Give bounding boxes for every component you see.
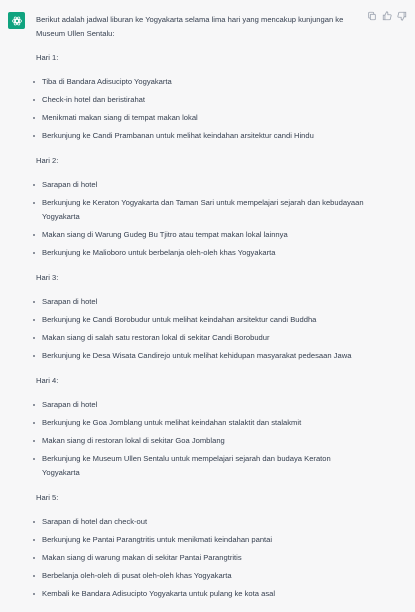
- list-item: Berkunjung ke Desa Wisata Candirejo untuk melihat kehidupan masyarakat pedesaan Jawa: [36, 349, 366, 363]
- assistant-avatar: [8, 12, 25, 29]
- list-item: Sarapan di hotel: [36, 295, 366, 309]
- thumbs-up-icon: [382, 11, 392, 21]
- list-item: Sarapan di hotel dan check-out: [36, 515, 366, 529]
- list-item: Tiba di Bandara Adisucipto Yogyakarta: [36, 75, 366, 89]
- day-items: [36, 178, 366, 260]
- day-section: [36, 374, 366, 480]
- thumbs-up-button[interactable]: [382, 11, 392, 21]
- list-item: Makan siang di restoran lokal di sekitar Goa Jomblang: [36, 434, 366, 448]
- day-items: [36, 398, 366, 480]
- list-item: Berkunjung ke Candi Borobudur untuk melihat keindahan arsitektur candi Buddha: [36, 313, 366, 327]
- day-section: [36, 51, 366, 143]
- day-title: Hari 4:: [36, 376, 59, 385]
- day-items: [36, 295, 366, 363]
- list-item: Sarapan di hotel: [36, 178, 366, 192]
- message-content: [36, 13, 366, 612]
- day-title: Hari 3:: [36, 273, 59, 282]
- list-item: Sarapan di hotel: [36, 398, 366, 412]
- day-title: Hari 5:: [36, 493, 59, 502]
- list-item: Berkunjung ke Museum Ullen Sentalu untuk mempelajari sejarah dan budaya Keraton Yogyakarta: [36, 452, 366, 480]
- day-items: [36, 515, 366, 601]
- day-title: Hari 2:: [36, 156, 59, 165]
- list-item: Makan siang di Warung Gudeg Bu Tjitro atau tempat makan lokal lainnya: [36, 228, 366, 242]
- list-item: Berkunjung ke Pantai Parangtritis untuk menikmati keindahan pantai: [36, 533, 366, 547]
- day-section: [36, 271, 366, 363]
- list-item: Makan siang di warung makan di sekitar Pantai Parangtritis: [36, 551, 366, 565]
- list-item: Check-in hotel dan beristirahat: [36, 93, 366, 107]
- message-actions: [367, 11, 407, 21]
- list-item: Berkunjung ke Malioboro untuk berbelanja oleh-oleh khas Yogyakarta: [36, 246, 366, 260]
- list-item: Berbelanja oleh-oleh di pusat oleh-oleh khas Yogyakarta: [36, 569, 366, 583]
- intro-text: Berikut adalah jadwal liburan ke Yogyakarta selama lima hari yang mencakup kunjungan ke Museum Ullen Sentalu:: [36, 15, 344, 38]
- day-title: Hari 1:: [36, 53, 59, 62]
- copy-icon: [367, 11, 377, 21]
- thumbs-down-button[interactable]: [397, 11, 407, 21]
- list-item: Berkunjung ke Goa Jomblang untuk melihat keindahan stalaktit dan stalakmit: [36, 416, 366, 430]
- list-item: Kembali ke Bandara Adisucipto Yogyakarta untuk pulang ke kota asal: [36, 587, 366, 601]
- thumbs-down-icon: [397, 11, 407, 21]
- day-items: [36, 75, 366, 143]
- list-item: Berkunjung ke Candi Prambanan untuk melihat keindahan arsitektur candi Hindu: [36, 129, 366, 143]
- list-item: Makan siang di salah satu restoran lokal di sekitar Candi Borobudur: [36, 331, 366, 345]
- copy-button[interactable]: [367, 11, 377, 21]
- list-item: Berkunjung ke Keraton Yogyakarta dan Taman Sari untuk mempelajari sejarah dan kebudayaan Yogyakarta: [36, 196, 366, 224]
- list-item: Menikmati makan siang di tempat makan lokal: [36, 111, 366, 125]
- day-section: [36, 154, 366, 260]
- day-section: [36, 491, 366, 601]
- assistant-logo-icon: [11, 15, 23, 27]
